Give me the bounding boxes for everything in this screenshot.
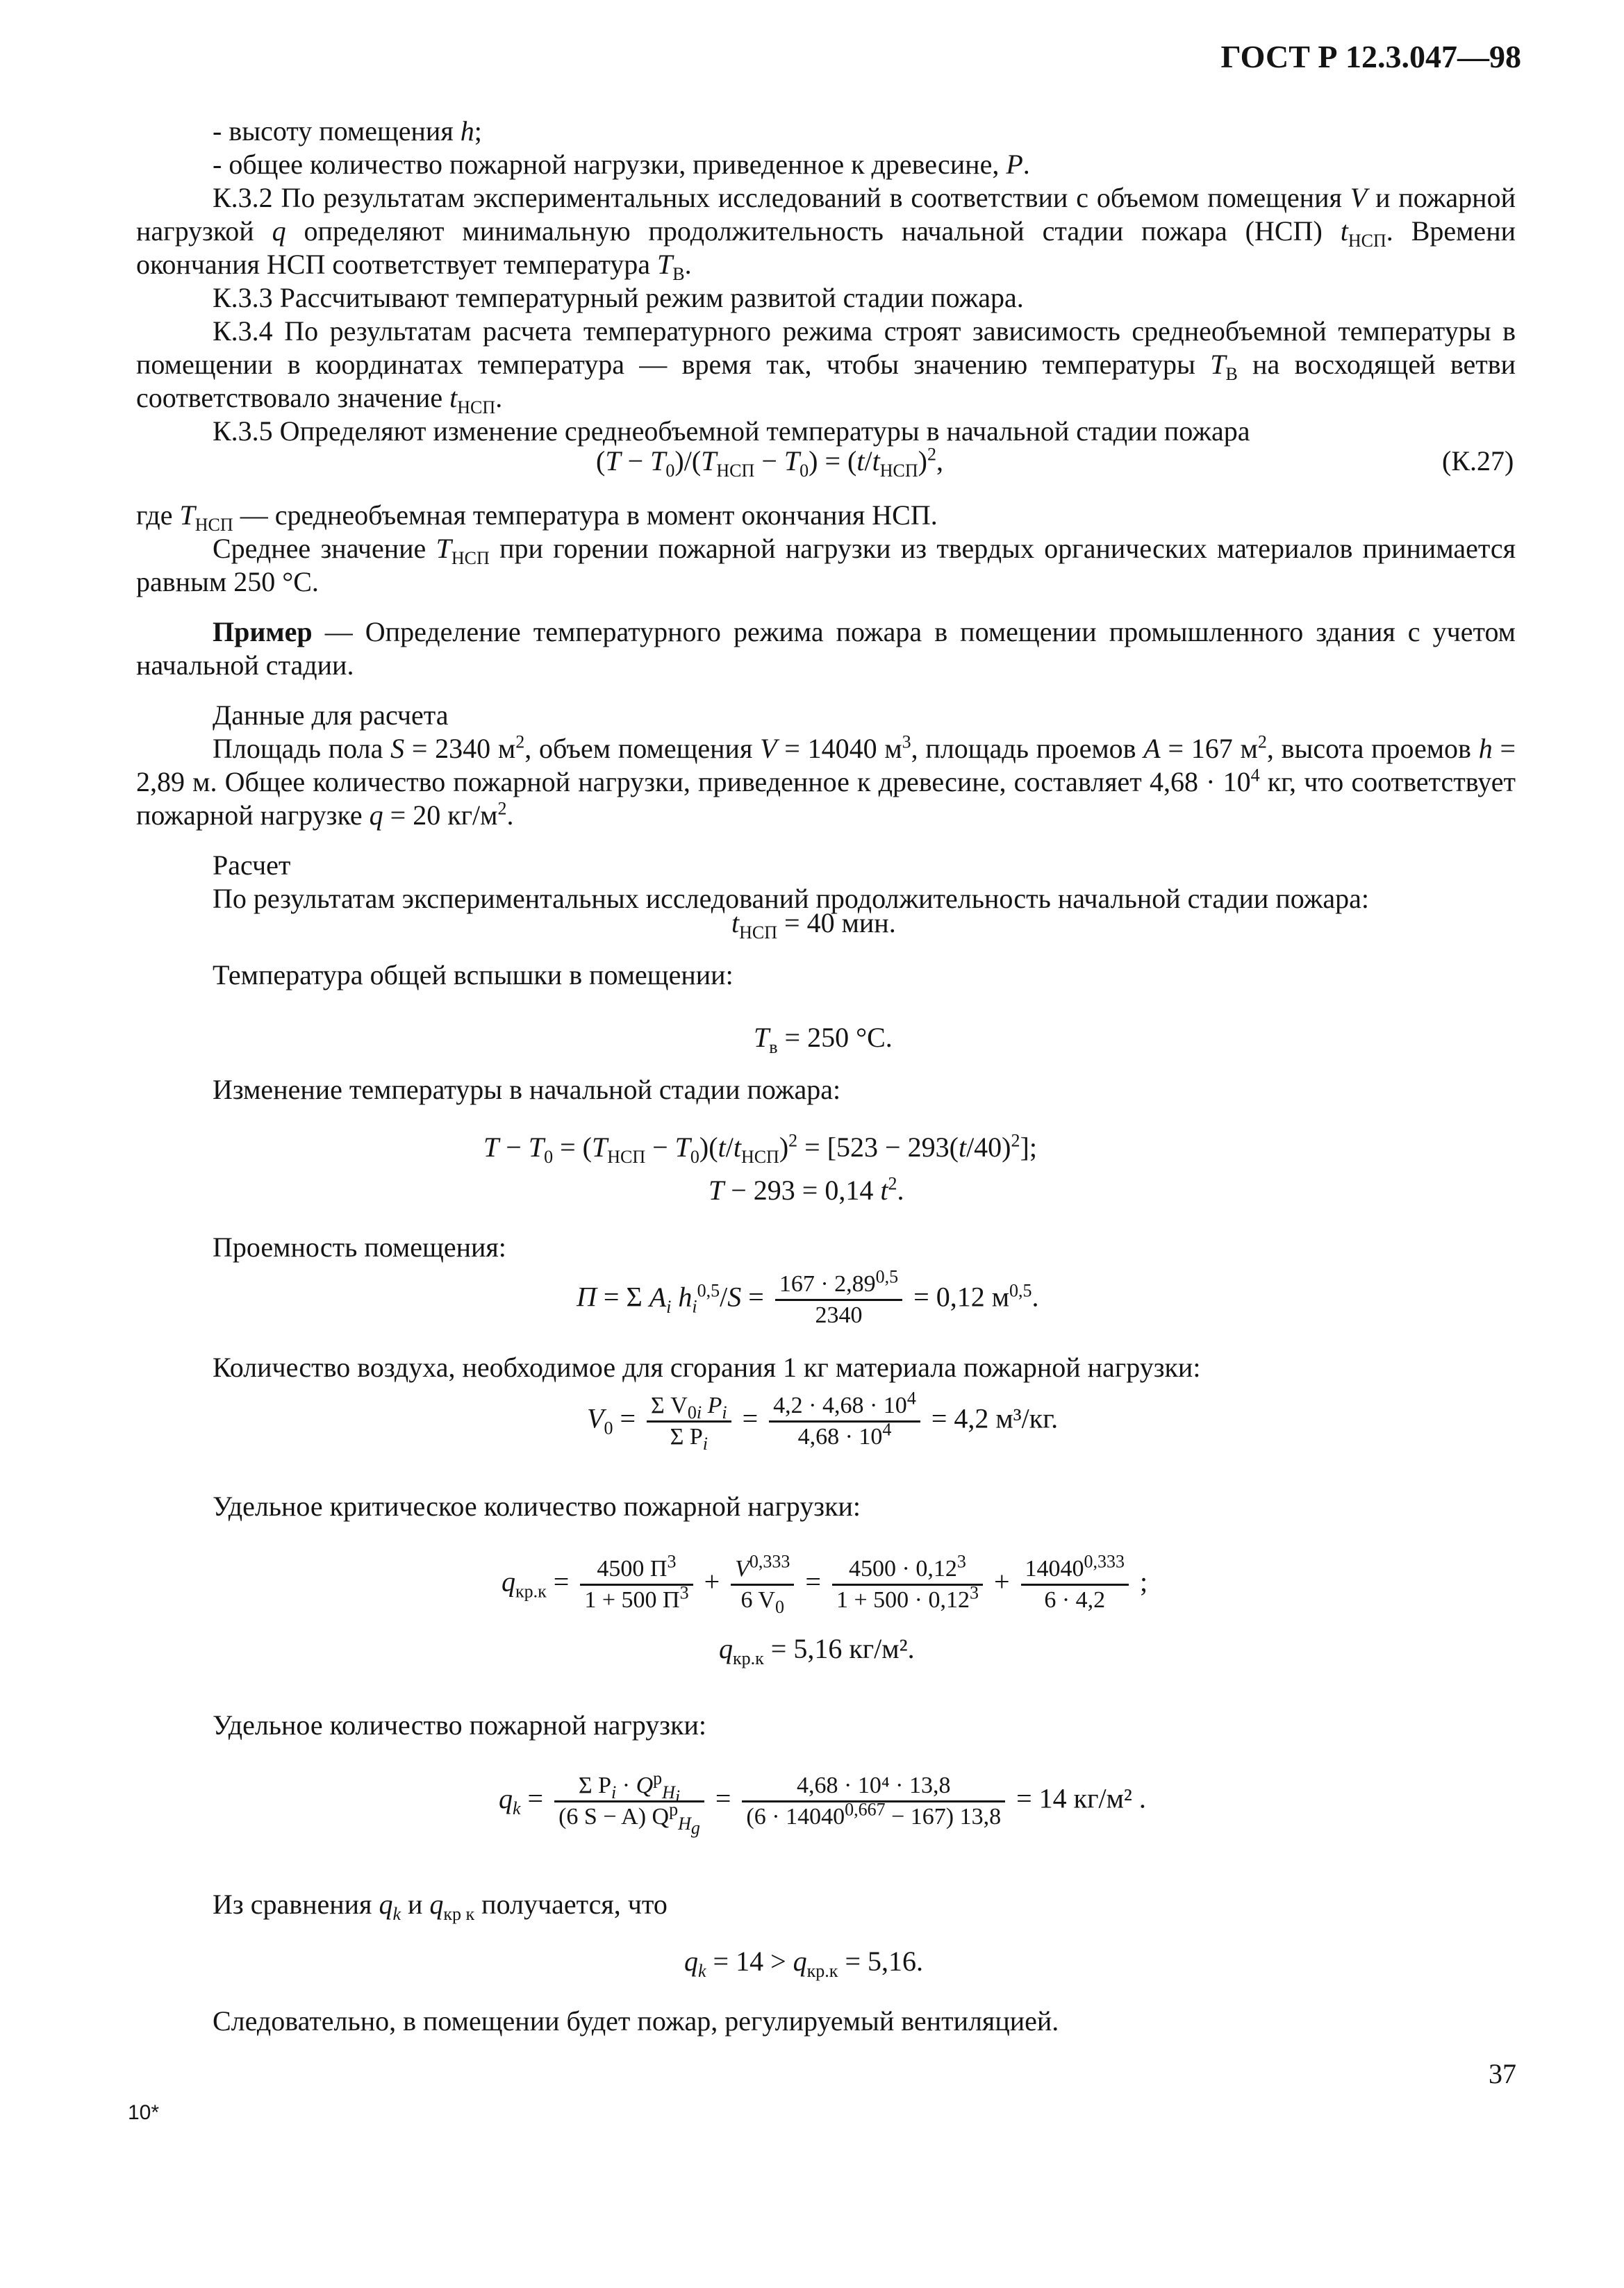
- paragraph-k32: К.3.2 По результатам экспериментальных исследований в соответствии с объемом помещения V и пожарной нагрузкой q определяют минимальную продолжительность начальной стадии пожара (НСП) $t_{НСП}$. Времени окончания НСП соответствует температура $T_В$.: [136, 182, 1516, 284]
- paragraph-example: Пример — Определение температурного режима пожара в помещении промышленного здания с учетом начальной стадии.: [136, 616, 1516, 681]
- fraction: $\frac{\Sigma V_{0i} P_i}{\Sigma P_i}$: [647, 1393, 731, 1450]
- compare-intro: Из сравнения $q_k$ и $q_{кр к}$ получается, что: [213, 1889, 668, 1924]
- signature-mark: 10*: [128, 2101, 160, 2124]
- change-intro: Изменение температуры в начальной стадии пожара:: [213, 1074, 841, 1105]
- equation-crit: $q_{кр.к}$ = $\frac{4500 П^3}{1 + 500 П^3}$ + $\frac{V^{0,333}}{6 V_0}$ = $\frac{4500 \cdot 0,12^3}{1 + 500 \cdot 0,12^3}$ + $\frac{14040^{0,333}}{6 \cdot 4,2}$ ;: [502, 1551, 1148, 1617]
- equation-crit-result: $q_{кр.к} = 5,16$ кг/м².: [719, 1633, 915, 1668]
- equation-change-1: $T - T_0 = (T_{НСП} - T_0)(t/t_{НСП})^2 = [523 - 293(t/40)^2]$;: [483, 1130, 1037, 1167]
- fraction: $\frac{14040^{0,333}}{6 \cdot 4,2}$: [1021, 1556, 1129, 1614]
- document-code: ГОСТ Р 12.3.047—98: [1220, 39, 1521, 74]
- data-title: Данные для расчета: [213, 699, 449, 731]
- fraction: $\frac{167 \cdot 2,89^{0,5}}{2340}$: [775, 1271, 902, 1329]
- air-intro: Количество воздуха, необходимое для сгорания 1 кг материала пожарной нагрузки:: [213, 1352, 1201, 1383]
- fraction: $\frac{4,2 \cdot 4,68 \cdot 10^4}{4,68 \cdot 10^4}$: [769, 1393, 920, 1450]
- paragraph-k33: К.3.3 Рассчитывают температурный режим развитой стадии пожара.: [213, 282, 1024, 313]
- paragraph-k34: К.3.4 По результатам расчета температурного режима строят зависимость среднеобъемной температуры в помещении в координатах температура — время так, чтобы значению температуры $T_В$ на восходящей ветви соответствовало значение $t_{НСП}$.: [136, 315, 1516, 417]
- equation-tnsp: $t_{НСП} = 40$ мин.: [731, 907, 896, 943]
- equation-compare: $q_k = 14 > q_{кр.к} = 5,16$.: [684, 1946, 923, 1981]
- list-item: - общее количество пожарной нагрузки, приведенное к древесине, P.: [213, 149, 1030, 180]
- proem-intro: Проемность помещения:: [213, 1232, 506, 1263]
- paragraph-average: Среднее значение $T_{НСП}$ при горении пожарной нагрузки из твердых органических материалов принимается равным 250 °С.: [136, 533, 1516, 597]
- fraction: $\frac{\text{4,68 · 10⁴ · 13,8}}{(6 \cdot 14040^{0,667} - 167) 13,8}$: [742, 1773, 1005, 1830]
- equation-tv: $T_в = 250$ °С.: [754, 1022, 893, 1057]
- equation-spec: $q_k$ = $\frac{\Sigma P_i \cdot Q^р_{H_i}}{(6 S - A) Q^р_{H_g}}$ = $\frac{\text{4,68 · 10⁴ · 13,8}}{(6 \cdot 14040^{0,667} - 167) 13,8}$ = 14 кг/м² .: [499, 1768, 1146, 1838]
- fraction: $\frac{4500 \cdot 0,12^3}{1 + 500 \cdot 0,12^3}$: [832, 1556, 983, 1614]
- equation-change-2: T − 293 = 0,14 $t^2$.: [709, 1173, 904, 1206]
- equation-air: $V_0$ = $\frac{\Sigma V_{0i} P_i}{\Sigma P_i}$ = $\frac{4,2 \cdot 4,68 \cdot 10^4}{4,68 \cdot 10^4}$ = 4,2 м³/кг.: [587, 1388, 1059, 1454]
- fraction: $\frac{4500 П^3}{1 + 500 П^3}$: [580, 1556, 693, 1614]
- equation-k27: $(T - T_0)/(T_{НСП} - T_0) = (t/t_{НСП})^2$,: [596, 444, 943, 481]
- crit-intro: Удельное критическое количество пожарной нагрузки:: [213, 1491, 861, 1522]
- paragraph-data: Площадь пола S = 2340 $м^2$, объем помещения V = 14040 $м^3$, площадь проемов A = 167 $м^2$, высота проемов h = 2,89 м. Общее количество пожарной нагрузки, приведенное к древесине, составляет $4,68 \cdot 10^4$ кг, что соответствует пожарной нагрузке q = 20 $кг/м^2$.: [136, 731, 1516, 831]
- calc-title: Расчет: [213, 849, 291, 881]
- page-number: 37: [1489, 2058, 1516, 2089]
- calc-intro: По результатам экспериментальных исследований продолжительность начальной стадии пожара:: [213, 883, 1369, 914]
- where-line: где $T_{НСП}$ — среднеобъемная температура в момент окончания НСП.: [136, 499, 938, 535]
- equation-label: (К.27): [1442, 445, 1514, 476]
- paragraph-k35: К.3.5 Определяют изменение среднеобъемной температуры в начальной стадии пожара: [213, 415, 1250, 447]
- conclusion: Следовательно, в помещении будет пожар, регулируемый вентиляцией.: [213, 2005, 1059, 2037]
- spec-intro: Удельное количество пожарной нагрузки:: [213, 1709, 707, 1741]
- body-text-2: [136, 499, 1516, 915]
- flash-intro: Температура общей вспышки в помещении:: [213, 959, 734, 990]
- list-item: - высоту помещения h;: [213, 115, 482, 147]
- fraction: $\frac{V^{0,333}}{6 V_0}$: [731, 1556, 794, 1614]
- equation-proem: П = Σ $A_i$ $h_i^{0,5}/S$ = $\frac{167 \cdot 2,89^{0,5}}{2340}$ = 0,12 $м^{0,5}$.: [577, 1266, 1039, 1328]
- body-text: [136, 115, 1516, 448]
- fraction: $\frac{\Sigma P_i \cdot Q^р_{H_i}}{(6 S - A) Q^р_{H_g}}$: [554, 1773, 704, 1830]
